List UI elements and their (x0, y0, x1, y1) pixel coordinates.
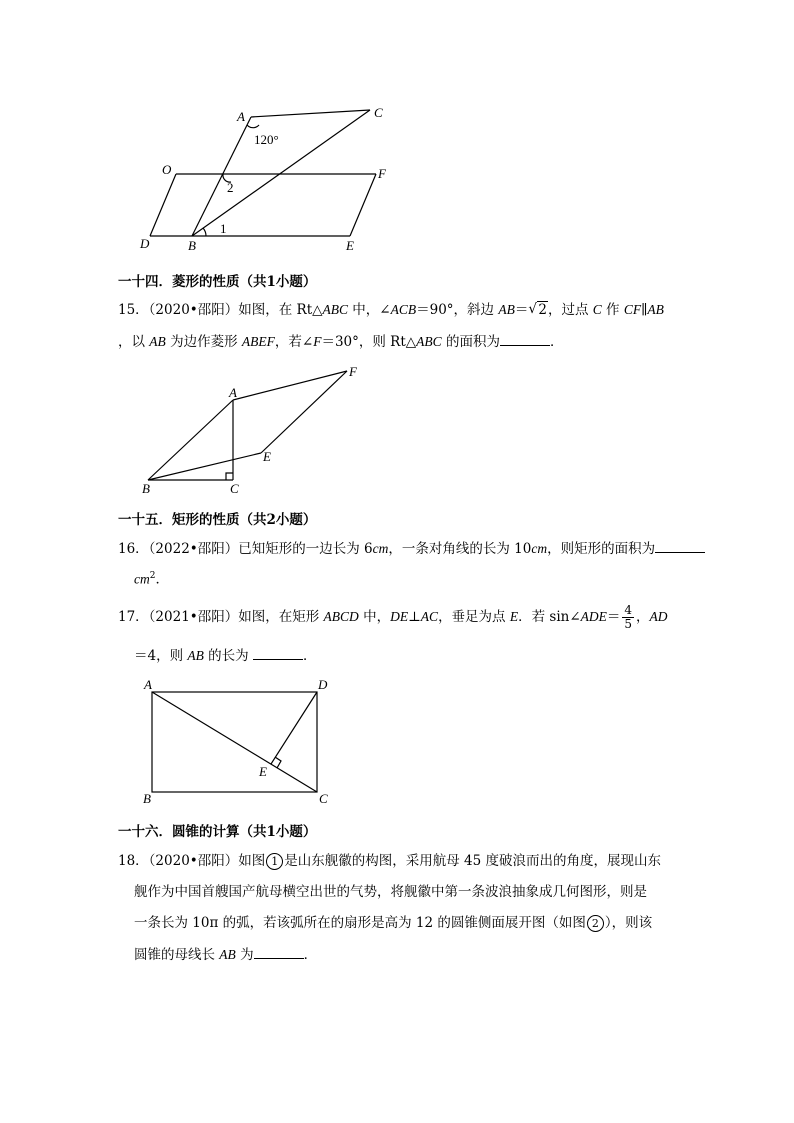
q18-line3: 一条长为 10π 的弧，若该弧所在的扇形是高为 12 的圆锥侧面展开图（如图 2 ），则该 (134, 915, 653, 931)
angle-120-label: 120° (254, 132, 279, 147)
q18-line4: 圆锥的母线长 AB 为 ． (134, 944, 317, 965)
answer-blank (655, 538, 705, 553)
section-heading-16: 一十六．圆锥的计算（共1小题） (118, 824, 317, 840)
q17-line1: 17．（2021•邵阳）如图，在矩形 ABCD 中，DE⊥AC，垂足为点 E．若 sin∠ADE＝ $\frac{4}{5}$ ，AD (118, 603, 668, 631)
label-C: C (374, 105, 383, 120)
label-C: C (230, 481, 239, 496)
fraction: $\frac{4}{5}$ (624, 603, 633, 631)
answer-blank (500, 331, 550, 346)
label-O: O (162, 162, 172, 177)
label-E: E (259, 764, 267, 779)
circled-number-1: 1 (266, 853, 283, 870)
answer-blank (253, 645, 303, 660)
section-heading-14: 一十四．菱形的性质（共1小题） (118, 274, 317, 290)
q16-line1: 16．（2022•邵阳）已知矩形的一边长为 6cm，一条对角线的长为 10cm，则矩形的面积为 (118, 538, 705, 559)
label-D: D (140, 236, 150, 251)
section-heading-15: 一十五．矩形的性质（共2小题） (118, 512, 317, 528)
sqrt-symbol: √ 2 (528, 300, 548, 320)
label-C: C (319, 791, 328, 806)
figure-parallelogram-angles (130, 100, 410, 260)
q18-line2: 舰作为中国首艘国产航母横空出世的气势，将舰徽中第一条波浪抽象成几何图形，则是 (134, 884, 647, 900)
label-A: A (229, 385, 237, 400)
q17-line2: ＝4，则 AB 的长为 ． (134, 645, 316, 666)
label-E: E (346, 238, 354, 253)
q15-line2: ，以 AB 为边作菱形 ABEF，若∠F＝30°，则 Rt△ABC 的面积为 ． (118, 331, 563, 352)
label-A: A (144, 677, 152, 692)
label-B: B (143, 791, 151, 806)
label-F: F (378, 166, 386, 181)
angle-1-label: 1 (220, 221, 227, 236)
label-D: D (318, 677, 328, 692)
angle-2-label: 2 (227, 180, 234, 195)
label-B: B (188, 238, 196, 253)
label-E: E (263, 449, 271, 464)
figure-rectangle-abcd (135, 672, 345, 812)
circled-number-2: 2 (587, 915, 604, 932)
label-F: F (349, 364, 357, 379)
figure-rhombus-abef (135, 360, 375, 500)
label-A: A (237, 109, 245, 124)
q15-line1: 15．（2020•邵阳）如图，在 Rt△ABC 中，∠ACB＝90°，斜边 AB＝√ 2，过点 C 作 CF∥AB (118, 300, 664, 320)
label-B: B (142, 481, 150, 496)
q16-line2: $cm^2$． (134, 571, 169, 588)
q18-line1: 18．（2020•邵阳）如图 1 是山东舰徽的构图，采用航母 45 度破浪而出的角度，展现山东 (118, 853, 662, 869)
answer-blank (254, 944, 304, 959)
